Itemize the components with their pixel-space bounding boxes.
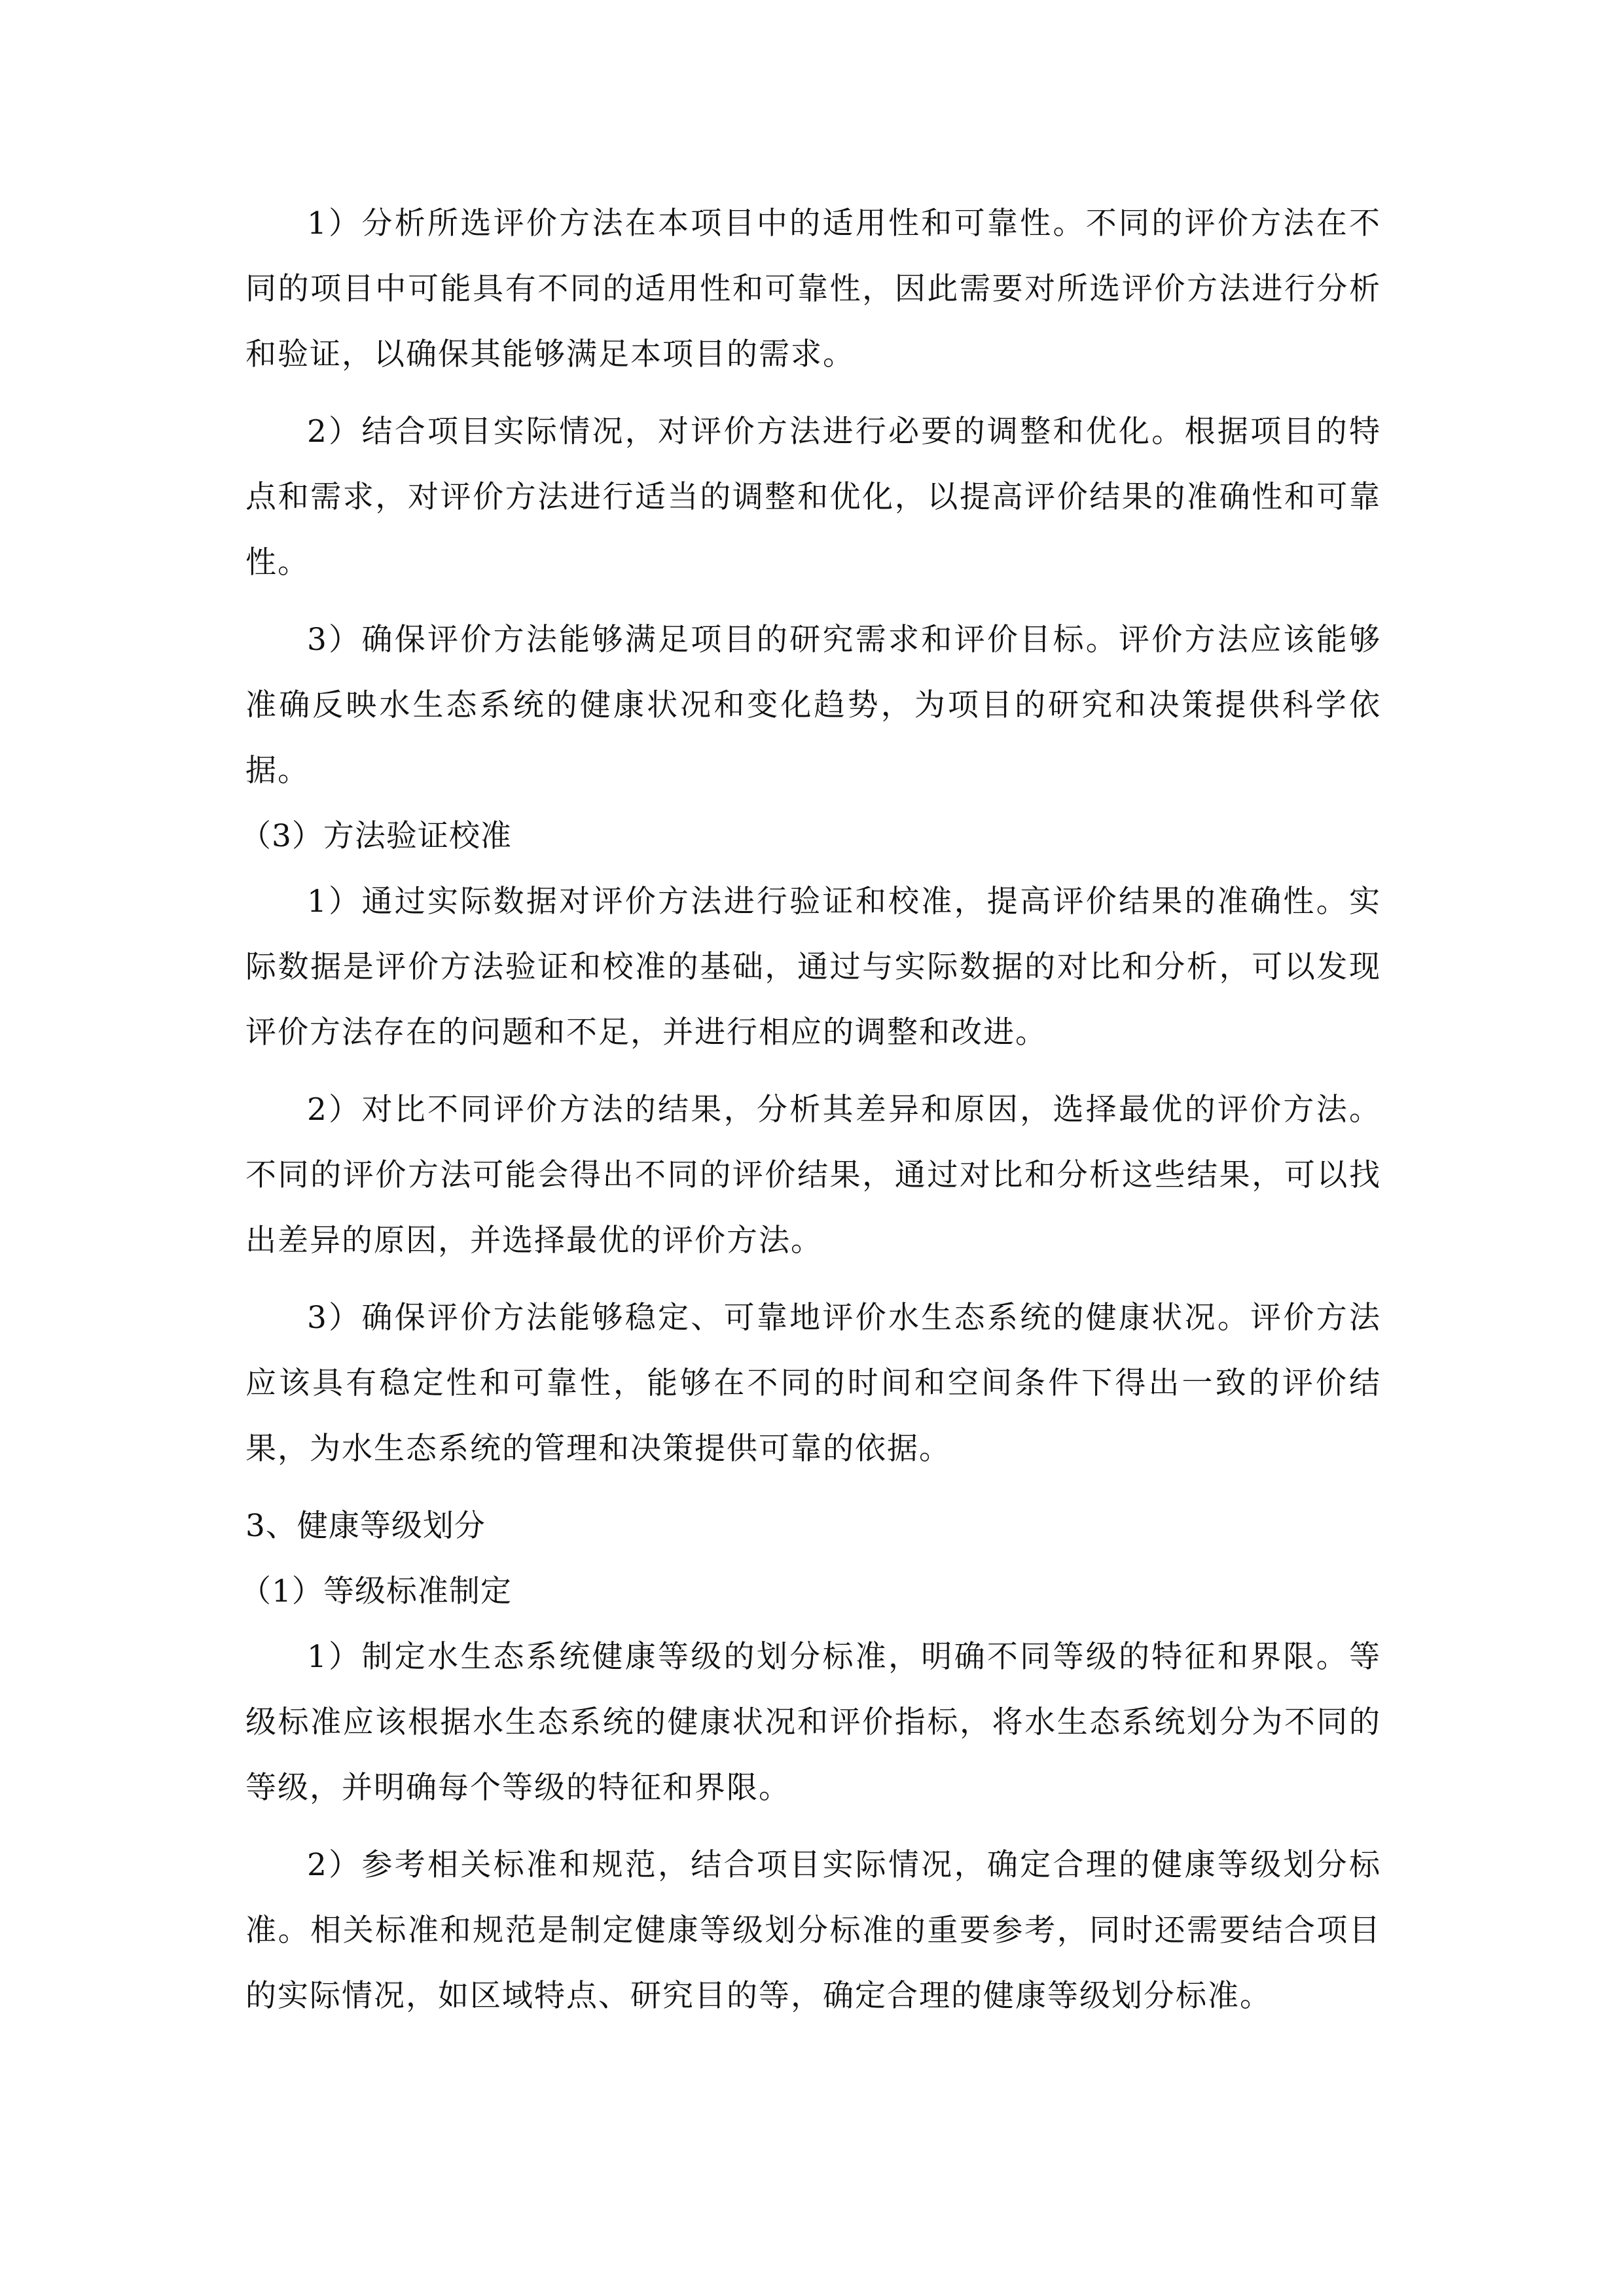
paragraph-method-stability: 3）确保评价方法能够稳定、可靠地评价水生态系统的健康状况。评价方法应该具有稳定性和可靠性，能够在不同的时间和空间条件下得出一致的评价结果，为水生态系统的管理和决策提供可靠的依据。: [245, 1300, 1381, 1467]
paragraph-applicability: 1）分析所选评价方法在本项目中的适用性和可靠性。不同的评价方法在不同的项目中可能具有不同的适用性和可靠性，因此需要对所选评价方法进行分析和验证，以确保其能够满足本项目的需求。: [245, 206, 1381, 372]
paragraph-grade-criteria: 1）制定水生态系统健康等级的划分标准，明确不同等级的特征和界限。等级标准应该根据水生态系统的健康状况和评价指标，将水生态系统划分为不同的等级，并明确每个等级的特征和界限。: [245, 1639, 1381, 1806]
paragraph-reference-standards: 2）参考相关标准和规范，结合项目实际情况，确定合理的健康等级划分标准。相关标准和规范是制定健康等级划分标准的重要参考，同时还需要结合项目的实际情况，如区域特点、研究目的等，确定合理的健康等级划分标准。: [245, 1847, 1381, 2014]
paragraph-data-validation: 1）通过实际数据对评价方法进行验证和校准，提高评价结果的准确性。实际数据是评价方法验证和校准的基础，通过与实际数据的对比和分析，可以发现评价方法存在的问题和不足，并进行相应的调整和改进。: [245, 884, 1381, 1050]
subheading-method-validation: （3）方法验证校准: [240, 818, 512, 854]
subheading-grade-standards: （1）等级标准制定: [240, 1573, 512, 1609]
paragraph-research-needs: 3）确保评价方法能够满足项目的研究需求和评价目标。评价方法应该能够准确反映水生态系统的健康状况和变化趋势，为项目的研究和决策提供科学依据。: [245, 622, 1381, 789]
document-body: [240, 191, 1381, 2029]
paragraph-method-comparison: 2）对比不同评价方法的结果，分析其差异和原因，选择最优的评价方法。不同的评价方法可能会得出不同的评价结果，通过对比和分析这些结果，可以找出差异的原因，并选择最优的评价方法。: [245, 1092, 1381, 1259]
section-heading-health-grading: 3、健康等级划分: [245, 1508, 486, 1544]
paragraph-adjustment: 2）结合项目实际情况，对评价方法进行必要的调整和优化。根据项目的特点和需求，对评价方法进行适当的调整和优化，以提高评价结果的准确性和可靠性。: [245, 414, 1381, 581]
